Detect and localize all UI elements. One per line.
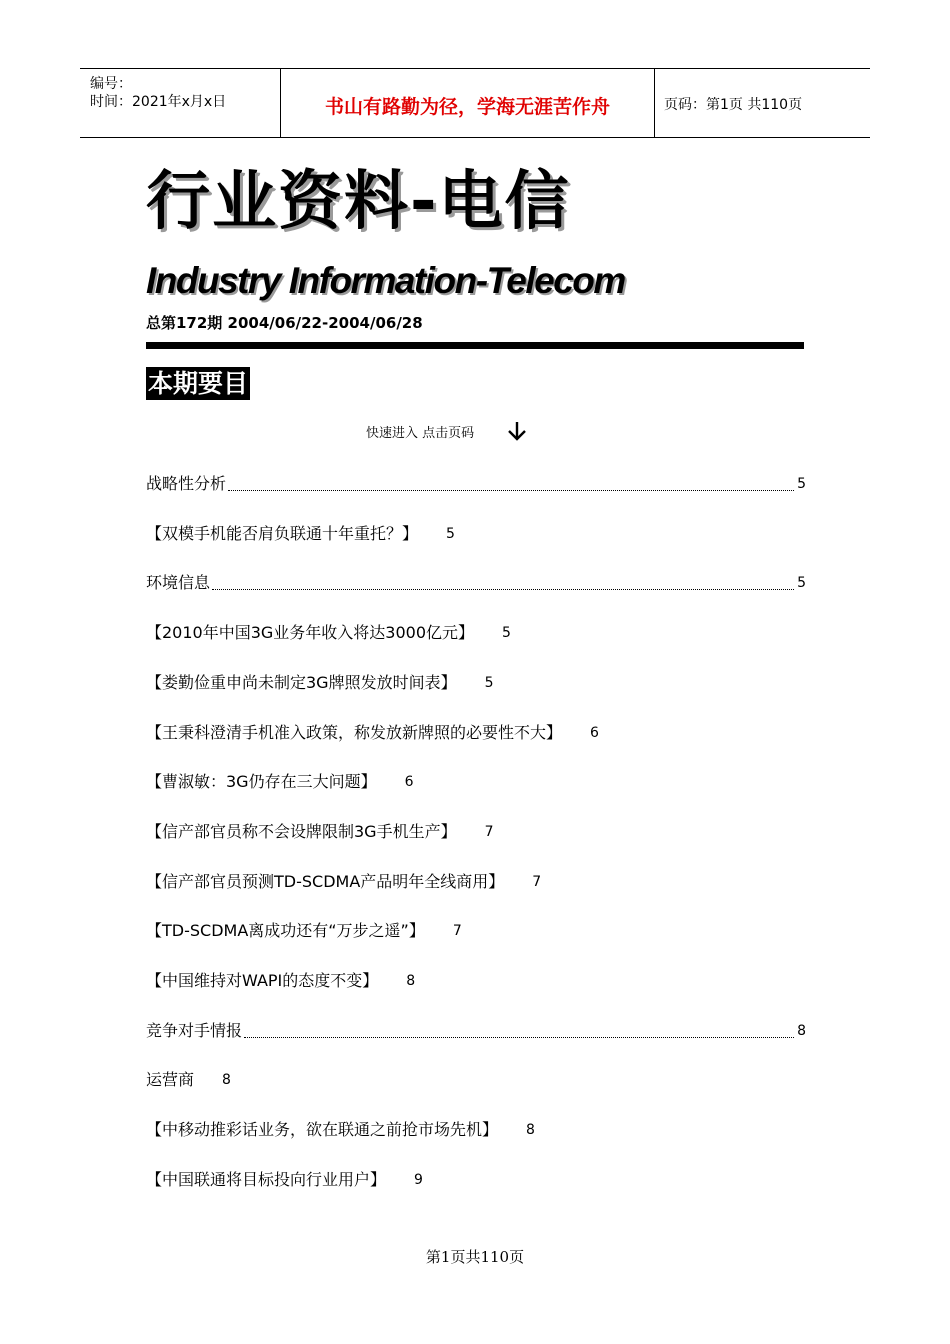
- title-rule: [146, 342, 804, 349]
- title-chinese: 行业资料-电信: [146, 165, 571, 239]
- toc-entry[interactable]: [146, 969, 806, 993]
- document-header: [80, 68, 870, 138]
- toc-entry-title: 运营商: [146, 1070, 195, 1089]
- page-footer: 第1页共110页: [425, 1248, 525, 1266]
- toc-entry[interactable]: [146, 1118, 806, 1142]
- header-page-info: 页码：第1页 共110页: [664, 97, 803, 113]
- toc-entry-title: 环境信息: [146, 573, 211, 592]
- time-label: 时间：2021年x月x日: [90, 94, 227, 110]
- toc-entry[interactable]: [146, 1068, 806, 1092]
- toc-entry[interactable]: [146, 1019, 806, 1043]
- toc-page-number[interactable]: 7: [484, 824, 494, 840]
- header-motto: 书山有路勤为径，学海无涯苦作舟: [324, 96, 610, 118]
- toc-page-number[interactable]: 7: [452, 923, 462, 939]
- toc-entry[interactable]: [146, 522, 806, 546]
- toc-dot-leader: [228, 490, 794, 491]
- toc-entry-title: 战略性分析: [146, 474, 227, 493]
- toc-entry-title: 【中移动推彩话业务，欲在联通之前抢市场先机】: [146, 1120, 499, 1139]
- toc-entry[interactable]: [146, 671, 806, 695]
- toc-entry-title: 【中国联通将目标投向行业用户】: [146, 1170, 387, 1189]
- toc-entry[interactable]: [146, 870, 806, 894]
- toc-entry[interactable]: [146, 820, 806, 844]
- toc-page-number[interactable]: 8: [222, 1072, 231, 1088]
- toc-entry[interactable]: [146, 472, 806, 496]
- toc-page-number[interactable]: 5: [797, 575, 806, 591]
- toc-entry-title: 【曹淑敏：3G仍存在三大问题】: [146, 772, 377, 791]
- toc-entry-title: 【2010年中国3G业务年收入将达3000亿元】: [146, 623, 475, 642]
- toc-dot-leader: [244, 1037, 794, 1038]
- toc-entry-title: 【信产部官员预测TD-SCDMA产品明年全线商用】: [146, 872, 505, 891]
- quick-entry-hint: 快速进入 点击页码: [366, 426, 475, 441]
- toc-entry[interactable]: [146, 770, 806, 794]
- toc-page-number[interactable]: 6: [590, 725, 599, 741]
- toc-entry[interactable]: [146, 919, 806, 943]
- toc-entry-title: 【双模手机能否肩负联通十年重托？】: [146, 524, 419, 543]
- toc-entry[interactable]: [146, 621, 806, 645]
- toc-page-number[interactable]: 5: [502, 625, 511, 641]
- toc-page-number[interactable]: 8: [406, 973, 416, 989]
- toc-page-number[interactable]: 6: [404, 774, 414, 790]
- toc-entry[interactable]: [146, 1168, 806, 1192]
- toc-page-number[interactable]: 8: [526, 1122, 535, 1138]
- toc-entry-title: 竞争对手情报: [146, 1021, 243, 1040]
- toc-page-number[interactable]: 5: [797, 476, 806, 492]
- title-english: Industry Information-Telecom: [146, 260, 625, 301]
- toc-entry-title: 【娄勤俭重申尚未制定3G牌照发放时间表】: [146, 673, 457, 692]
- toc-entry[interactable]: [146, 571, 806, 595]
- toc-entry-title: 【王秉科澄清手机准入政策，称发放新牌照的必要性不大】: [146, 723, 563, 742]
- toc-page-number[interactable]: 5: [446, 526, 455, 542]
- toc-entry[interactable]: [146, 721, 806, 745]
- serial-label: 编号：: [90, 76, 132, 92]
- toc-entry-title: 【TD-SCDMA离成功还有“万步之遥”】: [146, 921, 425, 940]
- toc-page-number[interactable]: 5: [484, 675, 494, 691]
- toc-entry-title: 【中国维持对WAPI的态度不变】: [146, 971, 379, 990]
- section-title: 本期要目: [148, 369, 249, 398]
- header-motto-cell: [281, 69, 655, 137]
- toc-entry-title: 【信产部官员称不会设牌限制3G手机生产】: [146, 822, 457, 841]
- header-left-cell: [80, 69, 281, 137]
- toc-dot-leader: [212, 589, 794, 590]
- toc-page-number[interactable]: 7: [532, 874, 542, 890]
- arrow-down-icon: [506, 420, 528, 442]
- toc-page-number[interactable]: 9: [414, 1172, 423, 1188]
- issue-line: 总第172期 2004/06/22-2004/06/28: [146, 314, 423, 332]
- toc-page-number[interactable]: 8: [797, 1023, 806, 1039]
